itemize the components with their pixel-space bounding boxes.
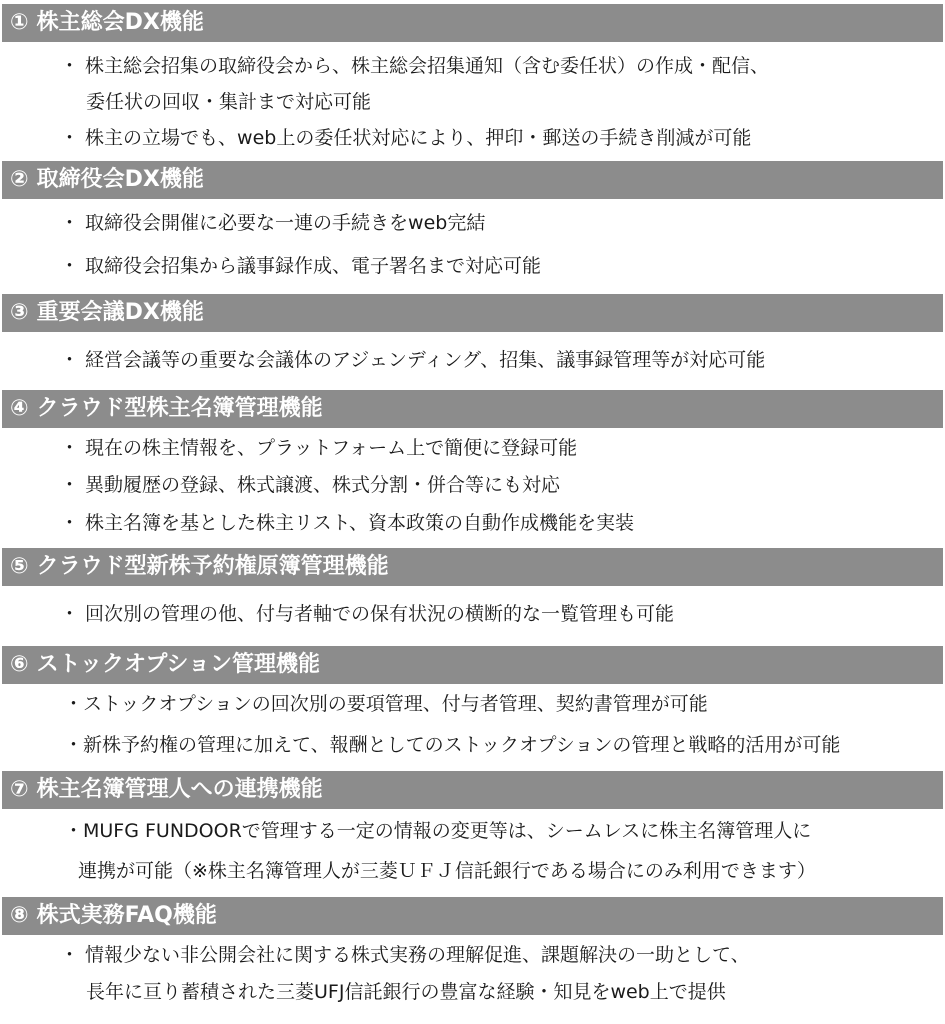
section-title: 株主総会DX機能 [36,10,204,35]
section-header [2,646,943,684]
section-number: ④ [10,396,29,421]
bullet-item: ・ 株主の立場でも、web上の委任状対応により、押印・郵送の手続き削減が可能 [60,127,752,149]
section-header [2,4,943,42]
section-header [2,548,943,586]
section-header [2,771,943,809]
section-title: 株主名簿管理人への連携機能 [36,777,323,802]
bullet-item: ・ 取締役会開催に必要な一連の手続きをweb完結 [60,212,486,234]
bullet-item: ・ 回次別の管理の他、付与者軸での保有状況の横断的な一覧管理も可能 [60,603,675,625]
section-header [2,294,943,332]
section-title: 株式実務FAQ機能 [36,903,217,928]
section-title: 重要会議DX機能 [36,300,204,325]
bullet-item: ・ 株主総会招集の取締役会から、株主総会招集通知（含む委任状）の作成・配信、 [60,55,770,77]
bullet-item: ・ストックオプションの回次別の要項管理、付与者管理、契約書管理が可能 [64,693,708,715]
bullet-item: ・ 経営会議等の重要な会議体のアジェンディング、招集、議事録管理等が対応可能 [60,349,766,371]
section-header [2,161,943,199]
section-header [2,390,943,428]
bullet-item: ・ 現在の株主情報を、プラットフォーム上で簡便に登録可能 [60,437,578,459]
bullet-item: ・ 異動履歴の登録、株式譲渡、株式分割・併合等にも対応 [60,474,561,496]
section-number: ⑦ [10,777,29,802]
section-header [2,897,943,935]
section-title: クラウド型株主名簿管理機能 [36,396,323,421]
section-title: 取締役会DX機能 [36,167,204,192]
section-title: ストックオプション管理機能 [36,652,321,677]
section-number: ⑥ [10,652,29,677]
section-title: クラウド型新株予約権原簿管理機能 [36,554,389,579]
bullet-item-continuation: 長年に亘り蓄積された三菱UFJ信託銀行の豊富な経験・知見をweb上で提供 [86,981,726,1003]
bullet-item: ・ 取締役会招集から議事録作成、電子署名まで対応可能 [60,255,542,277]
bullet-item: ・ 株主名簿を基とした株主リスト、資本政策の自動作成機能を実装 [60,512,634,534]
bullet-item: ・ 情報少ない非公開会社に関する株式実務の理解促進、課題解決の一助として、 [60,944,750,966]
bullet-item-continuation: 連携が可能（※株主名簿管理人が三菱ＵＦＪ信託銀行である場合にのみ利用できます） [78,860,816,882]
section-number: ③ [10,300,29,325]
bullet-item: ・MUFG FUNDOORで管理する一定の情報の変更等は、シームレスに株主名簿管理人に [64,820,812,842]
section-number: ⑤ [10,554,29,579]
bullet-item-continuation: 委任状の回収・集計まで対応可能 [86,91,372,113]
bullet-item: ・新株予約権の管理に加えて、報酬としてのストックオプションの管理と戦略的活用が可能 [64,734,841,756]
section-number: ⑧ [10,903,29,928]
section-number: ② [10,167,29,192]
section-number: ① [10,10,29,35]
